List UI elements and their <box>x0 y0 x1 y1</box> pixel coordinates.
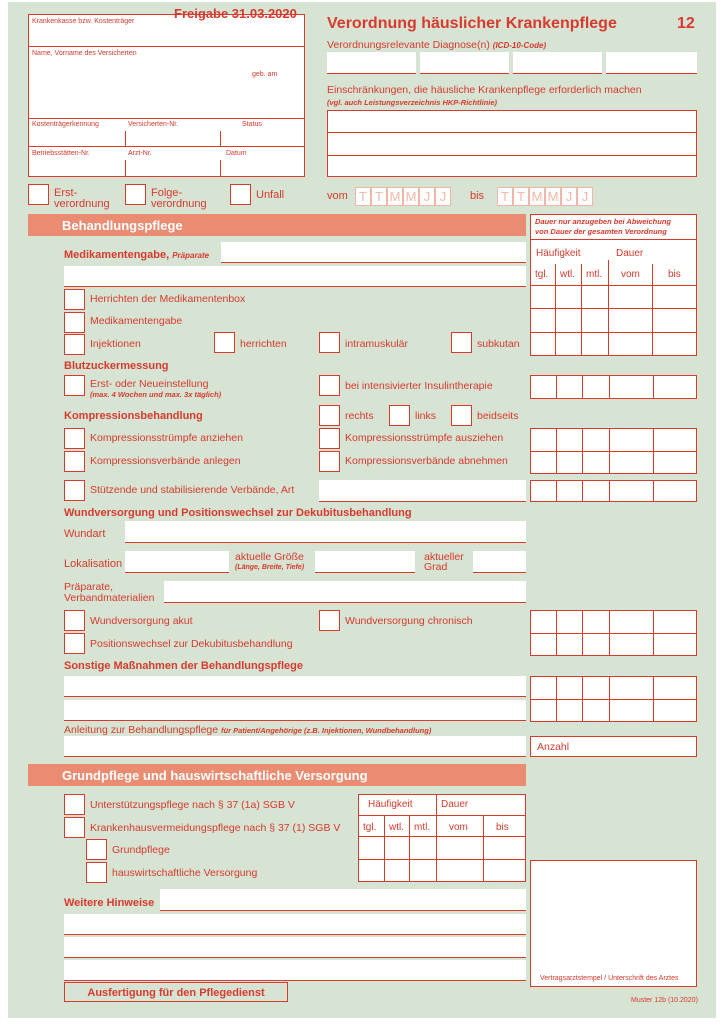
basic-care-checkbox[interactable] <box>86 839 107 860</box>
stamp-label: Vertragsarztstempel / Unterschrift des Arztes <box>540 975 679 982</box>
first-prescription-label-2: verordnung <box>54 198 110 210</box>
follow-up-prescription-checkbox[interactable] <box>125 184 146 205</box>
date-digit-box[interactable]: T <box>355 187 371 206</box>
insurer-label: Krankenkasse bzw. Kostenträger <box>32 18 135 25</box>
duration-note-1: Dauer nur anzugeben bei Abweichung <box>535 217 671 226</box>
bandages-off-label: Kompressionsverbände abnehmen <box>345 455 508 467</box>
count-label: Anzahl <box>537 741 570 753</box>
other-measures-field-1[interactable] <box>64 676 526 697</box>
date-digit-box[interactable]: J <box>561 187 577 206</box>
date-digit-box[interactable]: T <box>513 187 529 206</box>
injections-checkbox[interactable] <box>64 334 85 355</box>
intramuscular-checkbox[interactable] <box>319 332 340 353</box>
first-setup-note: (max. 4 Wochen und max. 3x täglich) <box>90 390 222 399</box>
bandages-on-label: Kompressionsverbände anlegen <box>90 455 241 467</box>
status-label: Status <box>242 121 262 128</box>
from-header: vom <box>621 269 640 280</box>
supportive-bandages-label: Stützende und stabilisierende Verbände, Art <box>90 484 295 496</box>
housekeeping-label: hauswirtschaftliche Versorgung <box>112 867 258 879</box>
date-digit-box[interactable]: J <box>577 187 593 206</box>
grid-divider <box>556 481 557 501</box>
first-prescription-label: Erst- <box>54 187 78 199</box>
to-header: bis <box>668 269 681 280</box>
basic-monthly-header: mtl. <box>414 822 431 833</box>
stockings-off-checkbox[interactable] <box>319 428 340 449</box>
support-care-checkbox[interactable] <box>64 794 85 815</box>
date-digit-box[interactable]: M <box>545 187 561 206</box>
injection-prepare-checkbox[interactable] <box>214 332 235 353</box>
grade-field[interactable] <box>473 551 526 573</box>
grade-label-2: Grad <box>424 561 448 573</box>
other-measures-heading: Sonstige Maßnahmen der Behandlungspflege <box>64 660 303 672</box>
housekeeping-checkbox[interactable] <box>86 862 107 883</box>
model-number: Muster 12b (10.2020) <box>631 997 698 1004</box>
diagnosis-field-2[interactable] <box>420 52 509 74</box>
stockings-off-label: Kompressionsstrümpfe ausziehen <box>345 432 504 444</box>
intensified-insulin-label: bei intensivierter Insulintherapie <box>345 380 493 392</box>
first-setup-label: Erst- oder Neueinstellung <box>90 378 209 390</box>
current-size-field[interactable] <box>315 551 415 573</box>
medication-preparation-field-2[interactable] <box>64 266 526 287</box>
repositioning-label: Positionswechsel zur Dekubitusbehandlung <box>90 638 293 650</box>
basic-weekly-header: wtl. <box>389 822 404 833</box>
page-title: Verordnung häuslicher Krankenpflege <box>327 15 617 32</box>
stockings-on-label: Kompressionsstrümpfe anziehen <box>90 432 243 444</box>
doctor-stamp-field[interactable] <box>530 860 697 987</box>
notes-field-4[interactable] <box>64 960 526 981</box>
notes-field-1[interactable] <box>160 889 526 911</box>
medication-box-label: Herrichten der Medikamentenbox <box>90 293 246 305</box>
right-label: rechts <box>345 410 374 422</box>
restrictions-field[interactable] <box>327 110 697 177</box>
other-measures-field-2[interactable] <box>64 700 526 721</box>
daily-header: tgl. <box>535 269 549 280</box>
prescription-form <box>8 2 716 1018</box>
notes-field-3[interactable] <box>64 937 526 958</box>
wound-chronic-label: Wundversorgung chronisch <box>345 615 473 627</box>
subcutaneous-checkbox[interactable] <box>451 332 472 353</box>
medication-administration-label: Medikamentengabe <box>90 315 183 327</box>
insured-number-label: Versicherten-Nr. <box>128 121 179 128</box>
weekly-header: wtl. <box>560 269 575 280</box>
basic-duration-header: Dauer <box>441 799 469 810</box>
grid-divider <box>582 376 583 398</box>
basic-from-header: vom <box>449 822 468 833</box>
accident-checkbox[interactable] <box>230 184 251 205</box>
to-label: bis <box>470 190 485 202</box>
dob-label: geb. am <box>252 71 278 78</box>
grid-divider <box>582 481 583 501</box>
medication-preparation-field[interactable] <box>221 242 526 263</box>
notes-heading: Weitere Hinweise <box>64 897 155 909</box>
medication-box-checkbox[interactable] <box>64 289 85 310</box>
restrictions-label: Einschränkungen, die häusliche Krankenpflege erforderlich machen <box>327 84 642 96</box>
diagnosis-field-4[interactable] <box>606 52 697 74</box>
compression-heading: Kompressionsbehandlung <box>64 410 203 422</box>
follow-up-label: Folge- <box>151 187 183 199</box>
first-setup-checkbox[interactable] <box>64 375 85 396</box>
restrictions-note: (vgl. auch Leistungsverzeichnis HKP-Richtlinie) <box>327 98 498 107</box>
follow-up-label-2: verordnung <box>151 198 207 210</box>
wound-acute-label: Wundversorgung akut <box>90 615 193 627</box>
grade-label: aktueller <box>424 551 464 563</box>
preparations-label: Präparate, <box>64 581 114 593</box>
subcutaneous-label: subkutan <box>477 338 520 350</box>
copy-for-label-box <box>64 982 288 1002</box>
wound-chronic-checkbox[interactable] <box>319 610 340 631</box>
date-digit-box[interactable]: T <box>371 187 387 206</box>
section-basic-care: Grundpflege und hauswirtschaftliche Versorgung <box>28 764 526 786</box>
hospital-avoidance-label: Krankenhausvermeidungspflege nach § 37 (1) SGB V <box>90 822 341 834</box>
wound-acute-checkbox[interactable] <box>64 610 85 631</box>
grid-divider <box>653 481 654 501</box>
right-checkbox[interactable] <box>319 405 340 426</box>
supportive-bandages-type-field[interactable] <box>319 480 526 502</box>
basic-frequency-header: Häufigkeit <box>368 799 413 810</box>
both-label: beidseits <box>477 410 519 422</box>
bandages-off-checkbox[interactable] <box>319 451 340 472</box>
frequency-header: Häufigkeit <box>536 248 581 259</box>
blood-sugar-frequency-grid[interactable] <box>530 375 697 399</box>
instruction-field[interactable] <box>64 736 526 757</box>
grid-divider <box>609 481 610 501</box>
from-label: vom <box>327 190 348 202</box>
localisation-label: Lokalisation <box>64 558 123 570</box>
grid-divider <box>609 376 610 398</box>
first-prescription-checkbox[interactable] <box>28 184 49 205</box>
site-number-label: Betriebsstätten-Nr. <box>32 150 90 157</box>
grid-divider <box>556 376 557 398</box>
repositioning-checkbox[interactable] <box>64 633 85 654</box>
support-care-label: Unterstützungspflege nach § 37 (1a) SGB V <box>90 799 295 811</box>
date-digit-box[interactable]: J <box>435 187 451 206</box>
size-note: (Länge, Breite, Tiefe) <box>235 564 305 571</box>
medication-label: Medikamentengabe, Präparate <box>64 249 210 261</box>
intensified-insulin-checkbox[interactable] <box>319 375 340 396</box>
date-digit-box[interactable]: M <box>387 187 403 206</box>
basic-daily-header: tgl. <box>363 822 377 833</box>
date-label: Datum <box>226 150 247 157</box>
localisation-field[interactable] <box>125 551 229 573</box>
diagnosis-field-3[interactable] <box>513 52 602 74</box>
medication-administration-checkbox[interactable] <box>64 312 85 333</box>
left-checkbox[interactable] <box>389 405 410 426</box>
grid-divider <box>653 376 654 398</box>
form-number: 12 <box>677 15 695 32</box>
preparations-label-2: Verbandmaterialien <box>64 592 155 604</box>
intramuscular-label: intramuskulär <box>345 338 409 350</box>
bandages-on-checkbox[interactable] <box>64 451 85 472</box>
insured-name-label: Name, Vorname des Versicherten <box>32 50 137 57</box>
current-size-label: aktuelle Größe <box>235 551 304 563</box>
monthly-header: mtl. <box>586 269 603 280</box>
preparations-field[interactable] <box>164 581 526 603</box>
injection-prepare-label: herrichten <box>240 338 287 350</box>
date-digit-box[interactable]: J <box>419 187 435 206</box>
duration-header: Dauer <box>616 248 644 259</box>
supportive-frequency-grid[interactable] <box>530 480 697 502</box>
stockings-on-checkbox[interactable] <box>64 428 85 449</box>
insurer-id-label: Kostenträgerkennung <box>32 121 99 128</box>
notes-field-2[interactable] <box>64 914 526 935</box>
section-treatment-care: Behandlungspflege <box>28 214 526 236</box>
diagnosis-field-1[interactable] <box>327 52 416 74</box>
supportive-bandages-checkbox[interactable] <box>64 480 85 501</box>
wound-type-label: Wundart <box>64 528 106 540</box>
duration-note-2: von Dauer der gesamten Verordnung <box>535 227 667 236</box>
date-digit-box[interactable]: M <box>529 187 545 206</box>
left-label: links <box>415 410 437 422</box>
instruction-label: Anleitung zur Behandlungspflege für Patient/Angehörige (z.B. Injektionen, Wundbehandlung) <box>64 724 432 736</box>
basic-to-header: bis <box>496 822 509 833</box>
accident-label: Unfall <box>256 189 285 201</box>
date-digit-box[interactable]: M <box>403 187 419 206</box>
copy-for-label: Ausfertigung für den Pflegedienst <box>87 987 265 999</box>
doctor-number-label: Arzt-Nr. <box>128 150 152 157</box>
basic-care-label: Grundpflege <box>112 844 170 856</box>
date-digit-box[interactable]: T <box>497 187 513 206</box>
both-checkbox[interactable] <box>451 405 472 426</box>
blood-sugar-heading: Blutzuckermessung <box>64 360 169 372</box>
diagnosis-label: Verordnungsrelevante Diagnose(n) (ICD-10-Code) <box>327 39 547 51</box>
wound-heading: Wundversorgung und Positionswechsel zur Dekubitusbehandlung <box>64 507 412 519</box>
injections-label: Injektionen <box>90 338 141 350</box>
release-date: Freigabe 31.03.2020 <box>174 6 297 21</box>
hospital-avoidance-checkbox[interactable] <box>64 817 85 838</box>
wound-type-field[interactable] <box>125 521 526 543</box>
